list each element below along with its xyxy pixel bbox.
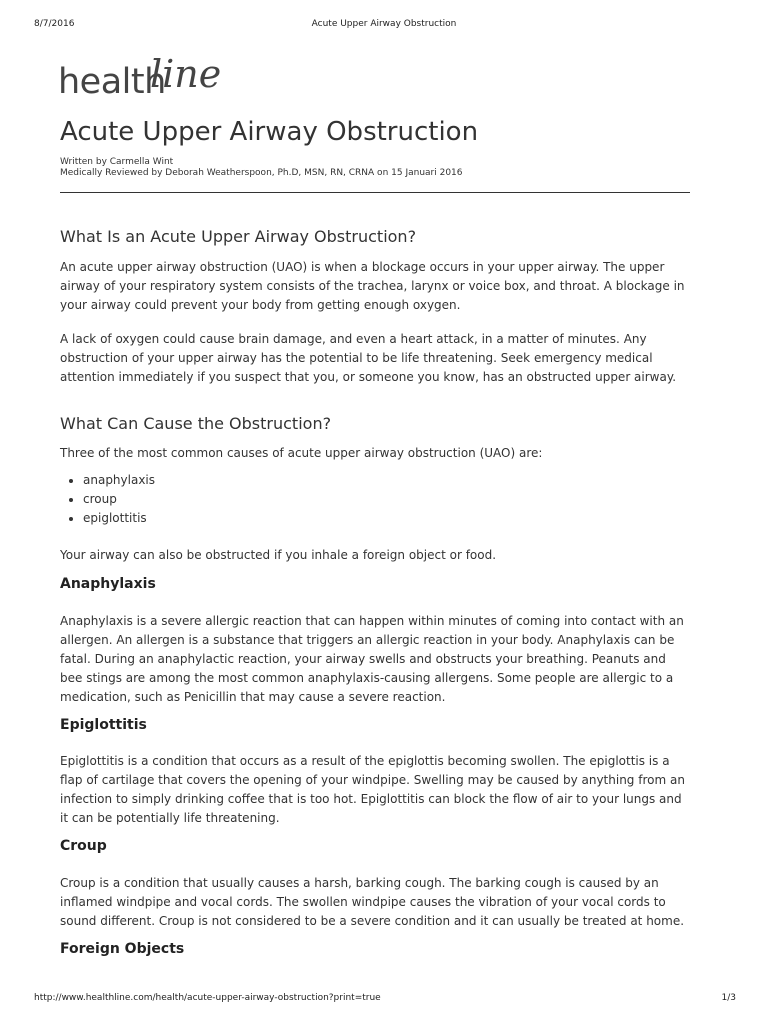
list-item: • anaphylaxis [83, 471, 155, 490]
heading-causes: What Can Cause the Obstruction? [60, 414, 332, 433]
heading-epiglottitis: Epiglottitis [60, 717, 147, 733]
page-number: 1/3 [721, 993, 736, 1003]
print-title: Acute Upper Airway Obstruction [311, 19, 457, 29]
print-date: 8/7/2016 [34, 19, 75, 29]
logo-text-health: health [58, 62, 166, 102]
logo-text-line: line [150, 52, 222, 96]
byline [60, 157, 463, 179]
heading-croup: Croup [60, 838, 107, 854]
paragraph-epiglottitis: Epiglottitis is a condition that occurs as a result of the epiglottis becoming swollen. The epiglottis is a flap of cartilage that covers the opening of your windpipe. Swelling may be caused by anything from an infection to simply drinking coffee that is too hot. Epiglottitis can block the flow of air to your lungs and it can be potentially life threatening. [60, 754, 685, 825]
title-divider [60, 192, 690, 193]
heading-anaphylaxis: Anaphylaxis [60, 576, 156, 592]
reviewer-line: Medically Reviewed by Deborah Weatherspoon, Ph.D, MSN, RN, CRNA on 15 Januari 2016 [60, 168, 463, 178]
paragraph-what-is-2: A lack of oxygen could cause brain damage, and even a heart attack, in a matter of minutes. Any obstruction of your upper airway has the potential to be life threatening. Seek emergency medical attention immediately if you suspect that you, or someone you know, has an obstructed upper airway. [60, 332, 677, 384]
print-header [0, 19, 768, 31]
paragraph-croup: Croup is a condition that usually causes a harsh, barking cough. The barking cough is caused by an inflamed windpipe and vocal cords. The swollen windpipe causes the vibration of your vocal cords to sound different. Croup is not considered to be a severe condition and it can usually be treated at home. [60, 876, 685, 928]
causes-list [60, 471, 155, 528]
heading-foreign-objects: Foreign Objects [60, 941, 185, 957]
list-item: • croup [83, 490, 155, 509]
list-item: • epiglottitis [83, 509, 155, 528]
author-line: Written by Carmella Wint [60, 157, 174, 167]
heading-what-is: What Is an Acute Upper Airway Obstruction? [60, 227, 417, 246]
paragraph-what-is-1: An acute upper airway obstruction (UAO) is when a blockage occurs in your upper airway. The upper airway of your respiratory system consists of the trachea, larynx or voice box, and throat. A blockage in your airway could prevent your body from getting enough oxygen. [60, 260, 685, 312]
paragraph-anaphylaxis: Anaphylaxis is a severe allergic reaction that can happen within minutes of coming into contact with an allergen. An allergen is a substance that triggers an allergic reaction in your body. Anaphylaxis can be fatal. During an anaphylactic reaction, your airway swells and obstructs your breathing. Peanuts and bee stings are among the most common anaphylaxis-causing allergens. Some people are allergic to a medication, such as Penicillin that may cause a severe reaction. [60, 614, 684, 704]
paragraph-causes-intro: Three of the most common causes of acute upper airway obstruction (UAO) are: [60, 446, 543, 460]
paragraph-causes-outro: Your airway can also be obstructed if you inhale a foreign object or food. [60, 548, 497, 562]
print-footer [0, 993, 768, 1005]
page-title: Acute Upper Airway Obstruction [60, 117, 479, 147]
print-url: http://www.healthline.com/health/acute-upper-airway-obstruction?print=true [34, 993, 381, 1003]
